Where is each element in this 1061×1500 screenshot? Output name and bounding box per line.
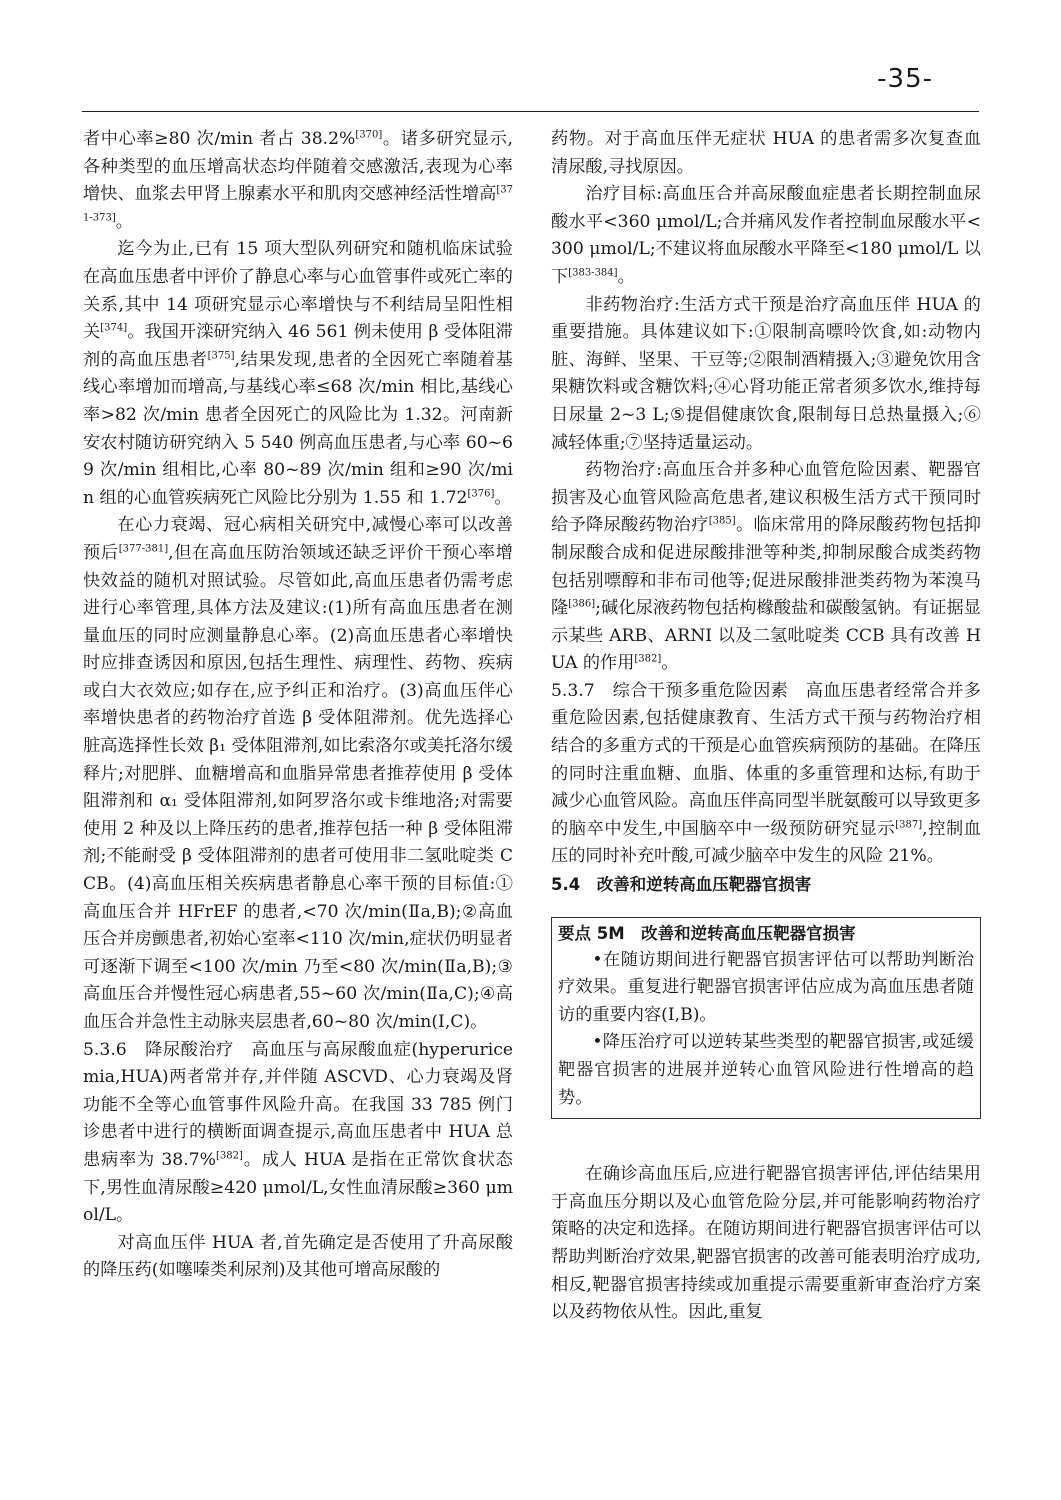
keypoint-box — [551, 917, 981, 1120]
citation: [385] — [708, 515, 736, 527]
citation: [371-373] — [83, 184, 513, 224]
paragraph: 在确诊高血压后,应进行靶器官损害评估,评估结果用于高血压分期以及心血管危险分层,并可能影响药物治疗策略的决定和选择。在随访期间进行靶器官损害评估可以帮助判断治疗效果,靶器官损害的改善可能表明治疗成功,相反,靶器官损害持续或加重提示需要重新审查治疗方案以及药物依从性。因此,重复 — [551, 1164, 981, 1323]
citation: [386] — [568, 598, 596, 610]
paragraph: 者中心率≥80 次/min 者占 38.2%[370]。诸多研究显示,各种类型的血压增高状态均伴随着交感激活,表现为心率增快、血浆去甲肾上腺素水平和肌肉交感神经活性增高[371-373]。 — [83, 129, 514, 232]
citation: [370] — [355, 129, 383, 141]
subsection-5-3-7: 5.3.7 综合干预多重危险因素 高血压患者经常合并多重危险因素,包括健康教育、生活方式干预与药物治疗相结合的多重方式的干预是心血管疾病预防的基础。在降压的同时注重血糖、血脂、体重的多重管理和达标,有助于减少心血管风险。高血压伴高同型半胱氨酸可以导致更多的脑卒中发生,中国脑卒中一级预防研究显示[387],控制血压的同时补充叶酸,可减少脑卒中发生的风险 21%。 — [551, 680, 981, 867]
paragraph: 对高血压伴 HUA 者,首先确定是否使用了升高尿酸的降压药(如噻嗪类利尿剂)及其他可增高尿酸的 — [83, 1232, 513, 1281]
paragraph: 非药物治疗:生活方式干预是治疗高血压伴 HUA 的重要措施。具体建议如下:①限制高嘌呤饮食,如:动物内脏、海鲜、坚果、干豆等;②限制酒精摄入;③避免饮用含果糖饮料或含糖饮料;④心肾功能正常者须多饮水,维持每日尿量 2~3 L;⑤提倡健康饮食,限制每日总热量摄入;⑥减轻体重;⑦坚持适量运动。 — [551, 294, 981, 453]
citation: [382] — [634, 653, 662, 665]
citation: [377-381] — [118, 543, 169, 555]
paragraph: 在心力衰竭、冠心病相关研究中,减慢心率可以改善预后[377-381],但在高血压防治领域还缺乏评价干预心率增快效益的随机对照试验。尽管如此,高血压患者仍需考虑进行心率管理,具体方法及建议:(1)所有高血压患者在测量血压的同时应测量静息心率。(2)高血压患者心率增快时应排查诱因和原因,包括生理性、病理性、药物、疾病或白大衣效应;如存在,应予纠正和治疗。(3)高血压伴心率增快患者的药物治疗首选 β 受体阻滞剂。优先选择心脏高选择性长效 β₁ 受体阻滞剂,如比索洛尔或美托洛尔缓释片;对肥胖、血糖增高和血脂异常患者推荐使用 β 受体阻滞剂和 α₁ 受体阻滞剂,如阿罗洛尔或卡维地洛;对需要使用 2 种及以上降压药的患者,推荐包括一种 β 受体阻滞剂;不能耐受 β 受体阻滞剂的患者可使用非二氢吡啶类 CCB。(4)高血压相关疾病患者静息心率干预的目标值:①高血压合并 HFrEF 的患者,<70 次/min(Ⅱa,B);②高血压合并房颤患者,初始心室率<110 次/min,症状仍明显者可逐渐下调至<100 次/min 乃至<80 次/min(Ⅱa,B);③高血压合并慢性冠心病患者,55~60 次/min(Ⅱa,C);④高血压合并急性主动脉夹层患者,60~80 次/min(Ⅰ,C)。 — [83, 515, 513, 1032]
right-column — [551, 126, 981, 1327]
page-number: -35- — [877, 64, 933, 94]
citation: [374] — [100, 322, 128, 334]
left-column — [83, 126, 513, 1285]
paragraph: 药物。对于高血压伴无症状 HUA 的患者需多次复查血清尿酸,寻找原因。 — [551, 129, 981, 177]
section-heading: 5.4 改善和逆转高血压靶器官损害 — [551, 875, 812, 895]
keypoint-title: 要点 5M 改善和逆转高血压靶器官损害 — [558, 923, 856, 943]
keypoint-item: •降压治疗可以逆转某些类型的靶器官损害,或延缓靶器官损害的进展并逆转心血管风险进行性增高的趋势。 — [558, 1032, 974, 1108]
citation: [376] — [467, 487, 495, 499]
paragraph: 药物治疗:高血压合并多种心血管危险因素、靶器官损害及心血管风险高危患者,建议积极生活方式干预同时给予降尿酸药物治疗[385]。临床常用的降尿酸药物包括抑制尿酸合成和促进尿酸排泄等种类,抑制尿酸合成类药物包括别嘌醇和非布司他等;促进尿酸排泄类药物为苯溴马隆[386];碱化尿液药物包括枸橼酸盐和碳酸氢钠。有证据显示某些 ARB、ARNI 以及二氢吡啶类 CCB 具有改善 HUA 的作用[382]。 — [551, 460, 981, 674]
subsection-5-3-6: 5.3.6 降尿酸治疗 高血压与高尿酸血症(hyperuricemia,HUA)两者常并存,并伴随 ASCVD、心力衰竭及肾功能不全等心血管事件风险升高。在我国 33 785 例门诊患者中进行的横断面调查提示,高血压患者中 HUA 总患病率为 38.7%[382]。成人 HUA 是指在正常饮食状态下,男性血清尿酸≥420 μmol/L,女性血清尿酸≥360 μmol/L。 — [83, 1039, 513, 1226]
citation: [382] — [215, 1150, 243, 1162]
citation: [387] — [895, 819, 923, 831]
keypoint-item: •在随访期间进行靶器官损害评估可以帮助判断治疗效果。重复进行靶器官损害评估应成为高血压患者随访的重要内容(Ⅰ,B)。 — [558, 949, 974, 1025]
citation: [375] — [207, 350, 235, 362]
header-rule — [82, 111, 979, 112]
paragraph: 治疗目标:高血压合并高尿酸血症患者长期控制血尿酸水平<360 μmol/L;合并痛风发作者控制血尿酸水平<300 μmol/L;不建议将血尿酸水平降至<180 μmol/L 以下[383-384]。 — [551, 184, 981, 287]
paragraph: 迄今为止,已有 15 项大型队列研究和随机临床试验在高血压患者中评价了静息心率与心血管事件或死亡率的关系,其中 14 项研究显示心率增快与不利结局呈阳性相关[374]。我国开滦研究纳入 46 561 例未使用 β 受体阻滞剂的高血压患者[375],结果发现,患者的全因死亡率随着基线心率增加而增高,与基线心率≤68 次/min 相比,基线心率>82 次/min 患者全因死亡的风险比为 1.32。河南新安农村随访研究纳入 5 540 例高血压患者,与心率 60~69 次/min 组相比,心率 80~89 次/min 组和≥90 次/min 组的心血管疾病死亡风险比分别为 1.55 和 1.72[376]。 — [83, 239, 513, 508]
citation: [383-384] — [568, 267, 618, 279]
